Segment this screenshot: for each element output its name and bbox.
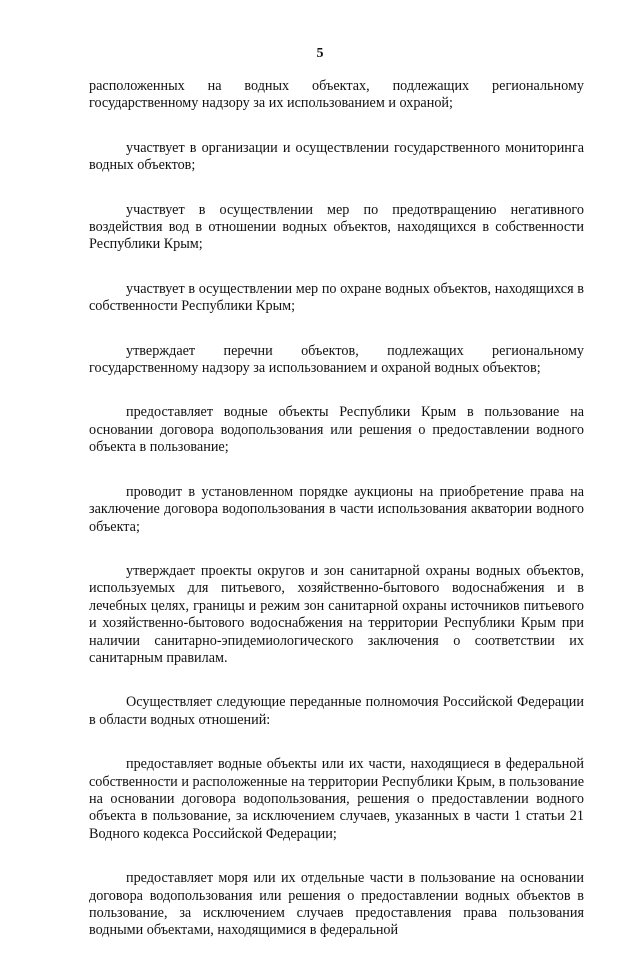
paragraph-7: проводит в установленном порядке аукционы на приобретение права на заключение договора водопользования в части использования акватории водного объекта; (89, 483, 584, 535)
paragraph-4: участвует в осуществлении мер по охране водных объектов, находящихся в собственности Республики Крым; (89, 280, 584, 315)
document-body (89, 78, 584, 967)
paragraph-9: Осуществляет следующие переданные полномочия Российской Федерации в области водных отношений: (89, 694, 584, 728)
page-number: 5 (316, 46, 324, 61)
paragraph-2: участвует в организации и осуществлении государственного мониторинга водных объектов; (89, 139, 584, 174)
paragraph-1: расположенных на водных объектах, подлежащих региональному государственному надзору за их использованием и охраной; (89, 78, 584, 112)
paragraph-3: участвует в осуществлении мер по предотвращению негативного воздействия вод в отношении водных объектов, находящихся в собственности Республики Крым; (89, 201, 584, 253)
paragraph-5: утверждает перечни объектов, подлежащих региональному государственному надзору за использованием и охраной водных объектов; (89, 342, 584, 377)
paragraph-6: предоставляет водные объекты Республики Крым в пользование на основании договора водопользования или решения о предоставлении водного объекта в пользование; (89, 404, 584, 456)
paragraph-10: предоставляет водные объекты или их части, находящиеся в федеральной собственности и расположенные на территории Республики Крым, в пользование на основании договора водопользования, решения о предоставлении водного объекта в пользование, за исключением случаев, указанных в части 1 статьи 21 Водного кодекса Российской Федерации; (89, 756, 584, 842)
paragraph-8: утверждает проекты округов и зон санитарной охраны водных объектов, используемых для питьевого, хозяйственно-бытового водоснабжения и в лечебных целях, границы и режим зон санитарной охраны источников питьевого и хозяйственно-бытового водоснабжения на территории Республики Крым при наличии санитарно-эпидемиологического заключения о соответствии их санитарным правилам. (89, 562, 584, 666)
paragraph-11: предоставляет моря или их отдельные части в пользование на основании договора водопользования или решения о предоставлении водных объектов в пользование, за исключением случаев предоставления права пользования водными объектами, находящимися в федеральной (89, 870, 584, 939)
